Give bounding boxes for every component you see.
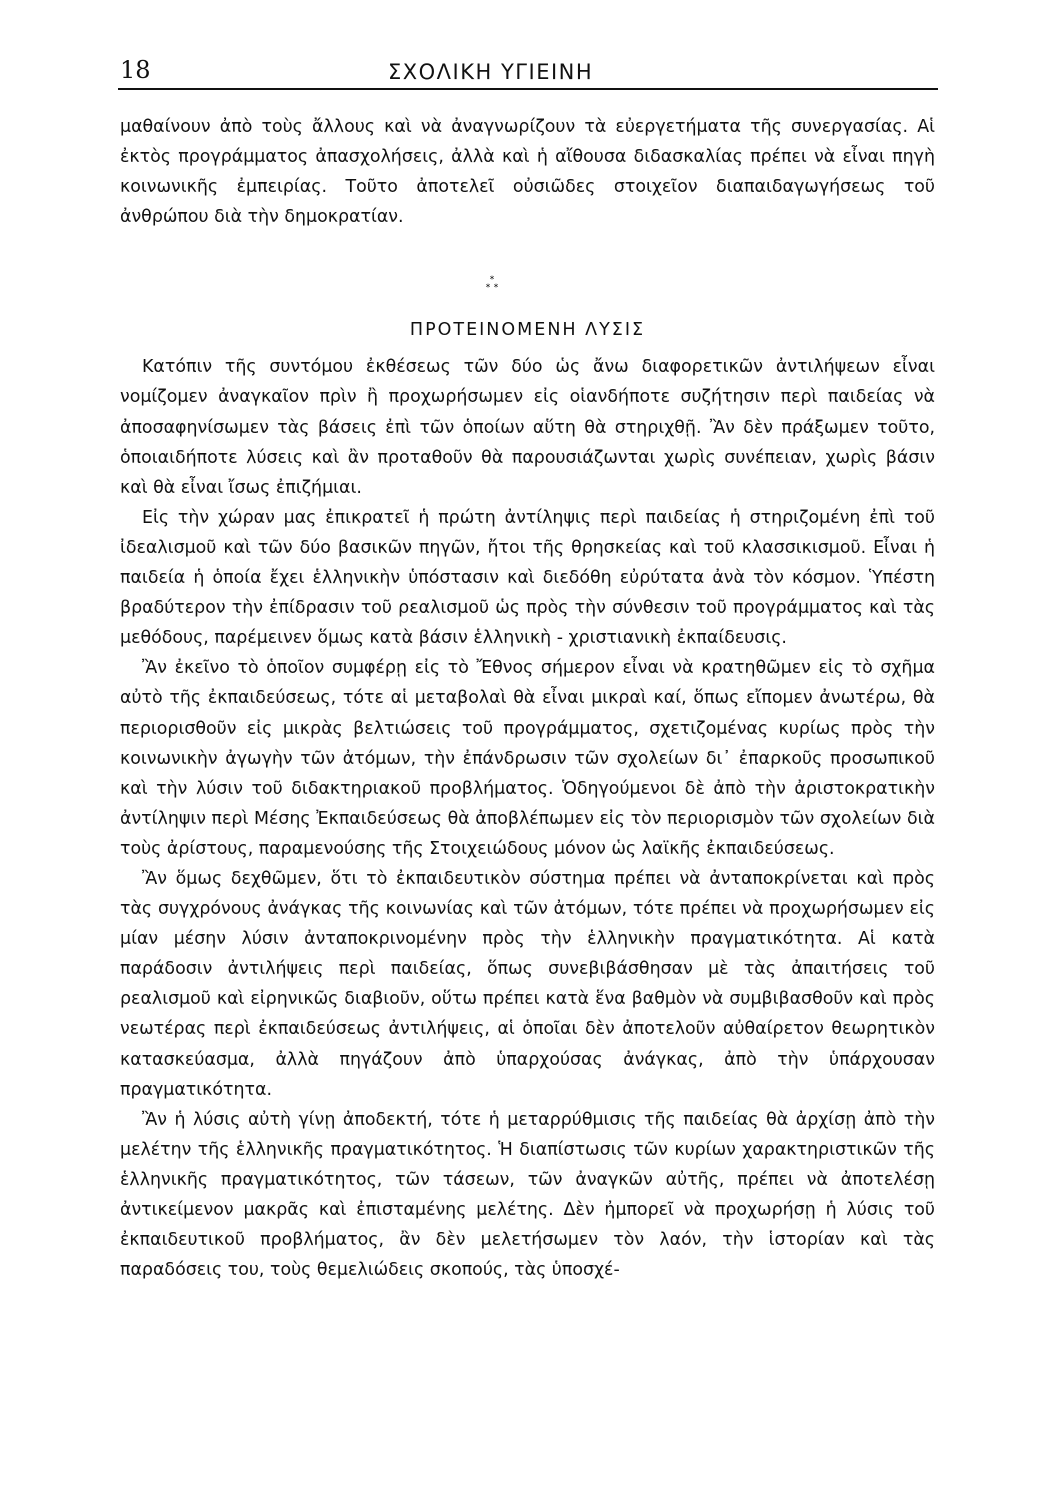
body-text [120, 112, 935, 1285]
running-title: ΣΧΟΛΙΚΗ ΥΓΙΕΙΝΗ [388, 60, 594, 84]
paragraph: Ἂν ἐκεῖνο τὸ ὁποῖον συμφέρῃ εἰς τὸ Ἔθνος σήμερον εἶναι νὰ κρατηθῶμεν εἰς τὸ σχῆμα αὐτὸ τῆς ἐκπαιδεύσεως, τότε αἱ μεταβολαὶ θὰ εἶναι μικραὶ καί, ὅπως εἴπομεν ἀνωτέρω, θὰ περιορισθοῦν εἰς μικρὰς βελτιώσεις τοῦ προγράμματος, σχετιζομένας κυρίως πρὸς τὴν κοινωνικὴν ἀγωγὴν τῶν ἀτόμων, τὴν ἐπάνδρωσιν τῶν σχολείων δι᾽ ἐπαρκοῦς προσωπικοῦ καὶ τὴν λύσιν τοῦ διδακτηριακοῦ προβλήματος. Ὁδηγούμενοι δὲ ἀπὸ τὴν ἀριστοκρατικὴν ἀντίληψιν περὶ Μέσης Ἐκπαιδεύσεως θὰ ἀποβλέπωμεν εἰς τὸν περιορισμὸν τῶν σχολείων διὰ τοὺς ἀρίστους, παραμενούσης τῆς Στοιχειώδους μόνον ὡς λαϊκῆς ἐκπαιδεύσεως. [120, 658, 935, 859]
svg-text:*: * [489, 275, 495, 286]
section-title: ΠΡΟΤΕΙΝΟΜΕΝΗ ΛΥΣΙΣ [409, 320, 646, 341]
header-rule [118, 88, 938, 90]
page-number: 18 [120, 56, 151, 84]
section-separator [120, 232, 935, 314]
paragraph: Κατόπιν τῆς συντόμου ἐκθέσεως τῶν δύο ὡς ἄνω διαφορετικῶν ἀντιλήψεων εἶναι νομίζομεν ἀναγκαῖον πρὶν ἢ προχωρήσωμεν εἰς οἱανδήποτε συζήτησιν περὶ παιδείας νὰ ἀποσαφηνίσωμεν τὰς βάσεις ἐπὶ τῶν ὁποίων αὕτη θὰ στηριχθῇ. Ἂν δὲν πράξωμεν τοῦτο, ὁποιαιδήποτε λύσεις καὶ ἂν προταθοῦν θὰ παρουσιάζωνται χωρὶς συνέπειαν, χωρὶς βάσιν καὶ θὰ εἶναι ἴσως ἐπιζήμιαι. [120, 357, 935, 498]
paragraph: Ἂν ἡ λύσις αὐτὴ γίνῃ ἀποδεκτή, τότε ἡ μεταρρύθμισις τῆς παιδείας θὰ ἀρχίσῃ ἀπὸ τὴν μελέτην τῆς ἑλληνικῆς πραγματικότητος. Ἡ διαπίστωσις τῶν κυρίων χαρακτηριστικῶν τῆς ἑλληνικῆς πραγματικότητος, τῶν τάσεων, τῶν ἀναγκῶν αὐτῆς, πρέπει νὰ ἀποτελέσῃ ἀντικείμενον μακρᾶς καὶ ἐπισταμένης μελέτης. Δὲν ἠμπορεῖ νὰ προχωρήσῃ ἡ λύσις τοῦ ἐκπαιδευτικοῦ προβλήματος, ἂν δὲν μελετήσωμεν τὸν λαόν, τὴν ἱστορίαν καὶ τὰς παραδόσεις του, τοὺς θεμελιώδεις σκοπούς, τὰς ὑποσχέ- [120, 1109, 935, 1281]
svg-text:*: * [493, 283, 499, 292]
asterism-icon [484, 275, 500, 291]
intro-paragraph: μαθαίνουν ἀπὸ τοὺς ἄλλους καὶ νὰ ἀναγνωρίζουν τὰ εὐεργετήματα τῆς συνεργασίας. Αἱ ἐκτὸς προγράμματος ἀπασχολήσεις, ἀλλὰ καὶ ἡ αἴθουσα διδασκαλίας πρέπει νὰ εἶναι πηγὴ κοινωνικῆς ἐμπειρίας. Τοῦτο ἀποτελεῖ οὐσιῶδες στοιχεῖον διαπαιδαγωγήσεως τοῦ ἀνθρώπου διὰ τὴν δημοκρατίαν. [120, 117, 935, 228]
paragraph: Εἰς τὴν χώραν μας ἐπικρατεῖ ἡ πρώτη ἀντίληψις περὶ παιδείας ἡ στηριζομένη ἐπὶ τοῦ ἰδεαλισμοῦ καὶ τῶν δύο βασικῶν πηγῶν, ἤτοι τῆς θρησκείας καὶ τοῦ κλασσικισμοῦ. Εἶναι ἡ παιδεία ἡ ὁποία ἔχει ἑλληνικὴν ὑπόστασιν καὶ διεδόθη εὐρύτατα ἀνὰ τὸν κόσμον. Ὑπέστη βραδύτερον τὴν ἐπίδρασιν τοῦ ρεαλισμοῦ ὡς πρὸς τὴν σύνθεσιν τοῦ προγράμματος καὶ τὰς μεθόδους, παρέμεινεν ὅμως κατὰ βάσιν ἑλληνικὴ - χριστιανικὴ ἐκπαίδευσις. [120, 507, 935, 649]
paragraph: Ἂν ὅμως δεχθῶμεν, ὅτι τὸ ἐκπαιδευτικὸν σύστημα πρέπει νὰ ἀνταποκρίνεται καὶ πρὸς τὰς συγχρόνους ἀνάγκας τῆς κοινωνίας καὶ τῶν ἀτόμων, τότε πρέπει νὰ προχωρήσωμεν εἰς μίαν μέσην λύσιν ἀνταποκρινομένην πρὸς τὴν ἑλληνικὴν πραγματικότητα. Αἱ κατὰ παράδοσιν ἀντιλήψεις περὶ παιδείας, ὅπως συνεβιβάσθησαν μὲ τὰς ἀπαιτήσεις τοῦ ρεαλισμοῦ καὶ εἰρηνικῶς διαβιοῦν, οὕτω πρέπει κατὰ ἕνα βαθμὸν νὰ συμβιβασθοῦν καὶ πρὸς νεωτέρας περὶ ἐκπαιδεύσεως ἀντιλήψεις, αἱ ὁποῖαι δὲν ἀποτελοῦν αὐθαίρετον θεωρητικὸν κατασκεύασμα, ἀλλὰ πηγάζουν ἀπὸ ὑπαρχούσας ἀνάγκας, ἀπὸ τὴν ὑπάρχουσαν πραγματικότητα. [120, 868, 935, 1100]
svg-text:*: * [485, 283, 491, 292]
page-header [118, 52, 938, 98]
